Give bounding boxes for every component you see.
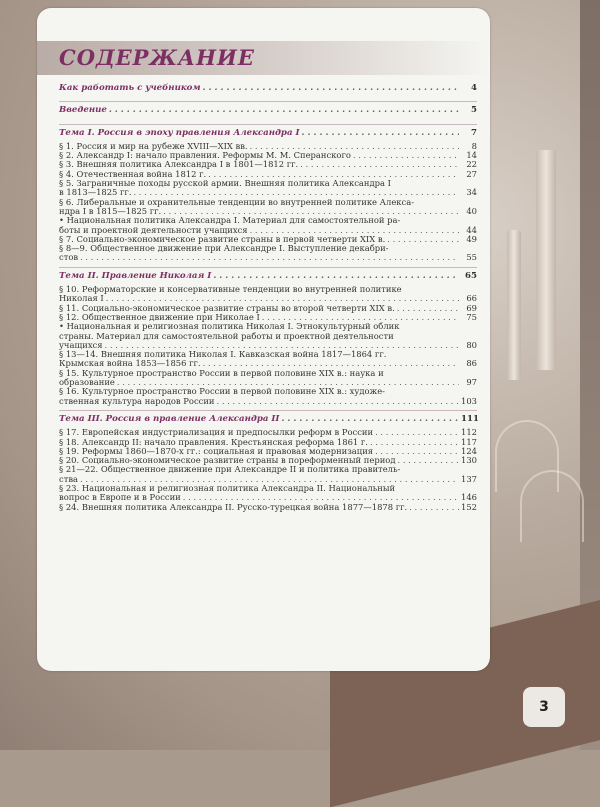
toc-entry-line [59,129,477,138]
leader-dots [409,503,459,512]
toc-page-number: 4 [471,83,477,93]
toc-page-number: 44 [466,224,477,235]
toc-entry [59,198,477,217]
toc-entry-title: Введение [59,105,107,116]
toc-page-number: 22 [466,159,477,170]
toc-entry-line [59,106,477,115]
toc-entry-title: § 20. Социально-экономическое развитие страны в пореформенный период [59,455,396,466]
toc-entry-title: стов [59,252,79,263]
toc-entry-title: § 12. Общественное движение при Николае I [59,311,260,322]
toc-page-number: 66 [466,293,477,304]
leader-dots [281,415,459,424]
toc-page-number: 5 [471,105,477,116]
toc-page-number: 14 [466,150,477,161]
leader-dots [213,272,459,281]
toc-page-number: 34 [466,187,477,198]
toc-entry-text: § 10. Реформаторские и консервативные тенденции во внутренней политике [59,284,402,295]
leader-dots [217,397,460,406]
toc-entry-text: § 15. Культурное пространство России в первой половине XIX в.: наука и [59,367,384,378]
toc-page-number: 75 [466,311,477,322]
toc-entry-title: § 24. Внешняя политика Александра II. Русско-турецкая война 1877—1878 гг. [59,501,408,512]
toc-page-number: 7 [471,127,477,138]
toc-entry-line [59,253,477,262]
toc-entry-title: § 19. Реформы 1860—1870-х гг.: социальная и правовая модернизация [59,445,374,456]
toc-entry-title: образование [59,377,115,388]
leader-dots [109,106,459,115]
leader-dots [398,456,460,465]
toc-entry-title: § 7. Социально-экономическое развитие страны в первой четверти XIX в. [59,233,386,244]
toc-page-number: 130 [461,455,477,466]
leader-dots [80,253,459,262]
toc-section-heading [59,129,477,138]
leader-dots [397,304,459,313]
toc-entry [59,216,477,235]
toc-entry-title: ндра I в 1815—1825 гг. [59,205,162,216]
toc-section-heading [59,415,477,424]
toc-entry-title: Николая I [59,293,104,304]
page-number-badge: 3 [523,687,565,727]
toc-entry-text: § 6. Либеральные и охранительные тенденции во внутренней политике Алекса- [59,196,415,207]
toc-entry-title: Тема II. Правление Николая I [59,270,212,281]
toc-page-number: 111 [461,413,479,424]
toc-entry [59,179,477,198]
toc-entry-title: ства [59,473,79,484]
toc-page-number: 55 [466,252,477,263]
toc-entry [59,387,477,406]
toc-entry-text: § 8—9. Общественное движение при Александре I. Выступление декабри- [59,243,389,254]
toc-page-number: 146 [461,492,477,503]
leader-dots [370,438,459,447]
toc-section-heading [59,106,477,115]
toc-page-number: 40 [466,205,477,216]
leader-dots [387,235,459,244]
toc-entry [59,322,477,350]
toc-entry-line [59,272,477,281]
toc-page-number: 152 [461,501,477,512]
toc-entry-title: § 4. Отечественная война 1812 г. [59,168,207,179]
toc-page-number: 86 [466,358,477,369]
toc-entry-title: § 13—14. Внешняя политика Николая I. Кавказская война 1817—1864 гг. [59,349,387,360]
toc-section-heading [59,84,477,93]
toc-entry-title: § 3. Внешняя политика Александра I в 1801—1812 гг. [59,159,299,170]
toc-entry [59,285,477,304]
toc-entry [59,503,477,512]
toc-page-number: 49 [466,233,477,244]
toc-page-number: 103 [461,395,477,406]
toc-entry-title: § 18. Александр II: начало правления. Крестьянская реформа 1861 г. [59,436,368,447]
toc-entry-text: страны. Материал для самостоятельной работы и проектной деятельности [59,330,394,341]
factory-chimney [536,150,556,370]
leader-dots [203,84,459,93]
toc-entry-title: § 2. Александр I: начало правления. Реформы М. М. Сперанского [59,150,351,161]
toc-entry-title: Как работать с учебником [59,83,201,93]
leader-dots [375,428,459,437]
toc-entry-title: § 11. Социально-экономическое развитие страны во второй четверти XIX в. [59,302,395,313]
toc-page-number: 112 [461,427,477,438]
toc-page-number: 8 [471,140,477,151]
toc-entry-text: • Национальная и религиозная политика Николая I. Этнокультурный облик [59,321,400,332]
toc-entry-title: ственная культура народов России [59,395,215,406]
toc-entry-title: Тема III. Россия в правление Александра II [59,413,280,424]
toc-entry-title: боты и проектной деятельности учащихся [59,224,248,235]
toc-page-number: 137 [461,473,477,484]
toc-entry-title: Тема I. Россия в эпоху правления Александра I [59,127,300,138]
toc-entry-line [59,415,477,424]
page-title: СОДЕРЖАНИЕ [59,45,255,70]
toc-entry-title: Крымская война 1853—1856 гг. [59,358,201,369]
toc-page-number: 124 [461,445,477,456]
toc-entry-text: § 16. Культурное пространство России в первой половине XIX в.: художе- [59,386,386,397]
toc-entry-line [59,84,477,93]
toc-entry [59,465,477,484]
toc-entry [59,484,477,503]
toc-page-number: 97 [466,377,477,388]
toc-entry-text: § 23. Национальная и религиозная политика Александра II. Национальный [59,482,396,493]
toc-page-number: 117 [461,436,477,447]
toc-entry-line [59,503,477,512]
toc-entry [59,244,477,263]
leader-dots [353,151,459,160]
toc-page-number: 65 [465,270,477,281]
toc-entry [59,369,477,388]
toc-entry-title: § 1. Россия и мир на рубеже XVIII—XIX вв. [59,140,248,151]
table-of-contents [59,84,477,512]
toc-entry-text: • Национальная политика Александра I. Материал для самостоятельной ра- [59,215,401,226]
leader-dots [300,160,459,169]
toc-entry-line [59,397,477,406]
toc-page-number: 27 [466,168,477,179]
toc-entry-text: § 5. Заграничные походы русской армии. Внешняя политика Александра I [59,178,391,189]
toc-page-number: 69 [466,302,477,313]
contents-card [37,8,490,671]
factory-arch [520,470,584,542]
leader-dots [302,129,459,138]
toc-entry-title: вопрос в Европе и в России [59,492,181,503]
toc-entry-title: учащихся [59,339,103,350]
toc-entry-text: § 21—22. Общественное движение при Александре II и политика правитель- [59,464,401,475]
toc-entry-title: § 17. Европейская индустриализация и предпосылки реформ в России [59,427,374,438]
toc-entry-title: в 1813—1825 гг. [59,187,132,198]
factory-chimney [507,230,521,380]
toc-section-heading [59,272,477,281]
toc-page-number: 80 [466,339,477,350]
